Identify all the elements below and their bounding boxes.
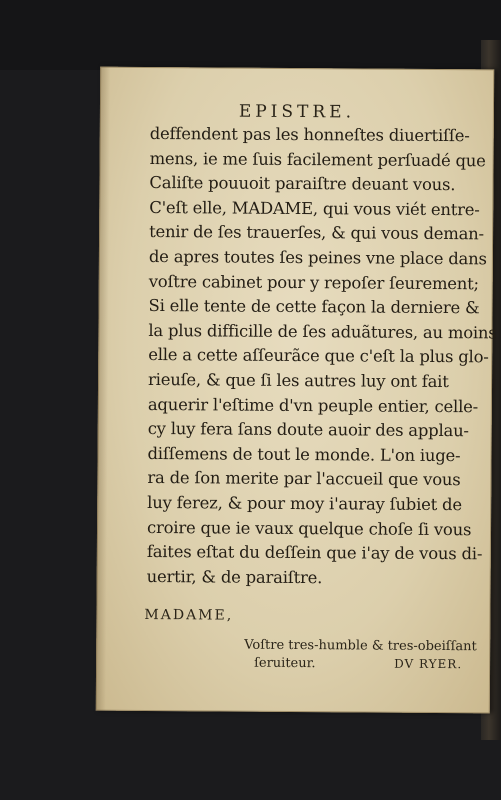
- book-page: [96, 67, 497, 714]
- text-line: tenir de ſes trauerſes, & qui vous deman-: [149, 222, 484, 244]
- text-line: faites eſtat du deſſein que i'ay de vous di-: [146, 542, 483, 564]
- text-line: uertir, & de paraiſtre.: [146, 566, 323, 587]
- body-text: [146, 122, 497, 592]
- text-line: Caliſte pouuoit paraiſtre deuant vous.: [149, 173, 456, 195]
- running-head: EPISTRE.: [238, 101, 356, 123]
- text-line: croire que ie vaux quelque choſe ſi vous: [146, 517, 472, 539]
- text-line: elle a cette aſſeurãce que c'eſt la plus glo-: [148, 345, 489, 367]
- text-line: voſtre cabinet pour y repoſer ſeurement;: [148, 271, 479, 293]
- salutation: MADAME,: [144, 606, 234, 624]
- text-line: Si elle tente de cette façon la derniere &: [148, 296, 480, 318]
- text-line: luy ferez, & pour moy i'auray ſubiet de: [147, 492, 462, 515]
- text-line: de apres toutes ſes peines vne place dans: [148, 246, 487, 269]
- text-line: rieuſe, & que ſi les autres luy ont fait: [148, 369, 449, 392]
- text-line: C'eſt elle, MADAME, qui vous viét entre-: [149, 197, 480, 220]
- text-line: cy luy fera ſans doute auoir des applau-: [147, 419, 469, 441]
- text-line: aquerir l'eſtime d'vn peuple entier, celle-: [147, 394, 479, 416]
- gutter-shadow: [96, 67, 110, 711]
- text-line: mens, ie me ſuis facilement perſuadé que: [149, 148, 486, 170]
- text-line: deffendent pas les honneſtes diuertiſſe-: [149, 123, 470, 146]
- text-line: la plus difficille de ſes aduãtures, au moins: [148, 320, 497, 343]
- text-line: ra de ſon merite par l'accueil que vous: [147, 468, 461, 490]
- backdrop: [0, 0, 501, 70]
- signature-closing: Voſtre tres-humble & tres-obeiſſant: [244, 637, 477, 655]
- signature-name: DV RYER.: [394, 656, 463, 672]
- signature-servant: ſeruiteur.: [254, 655, 316, 672]
- text-line: diſſemens de tout le monde. L'on iuge-: [147, 443, 461, 465]
